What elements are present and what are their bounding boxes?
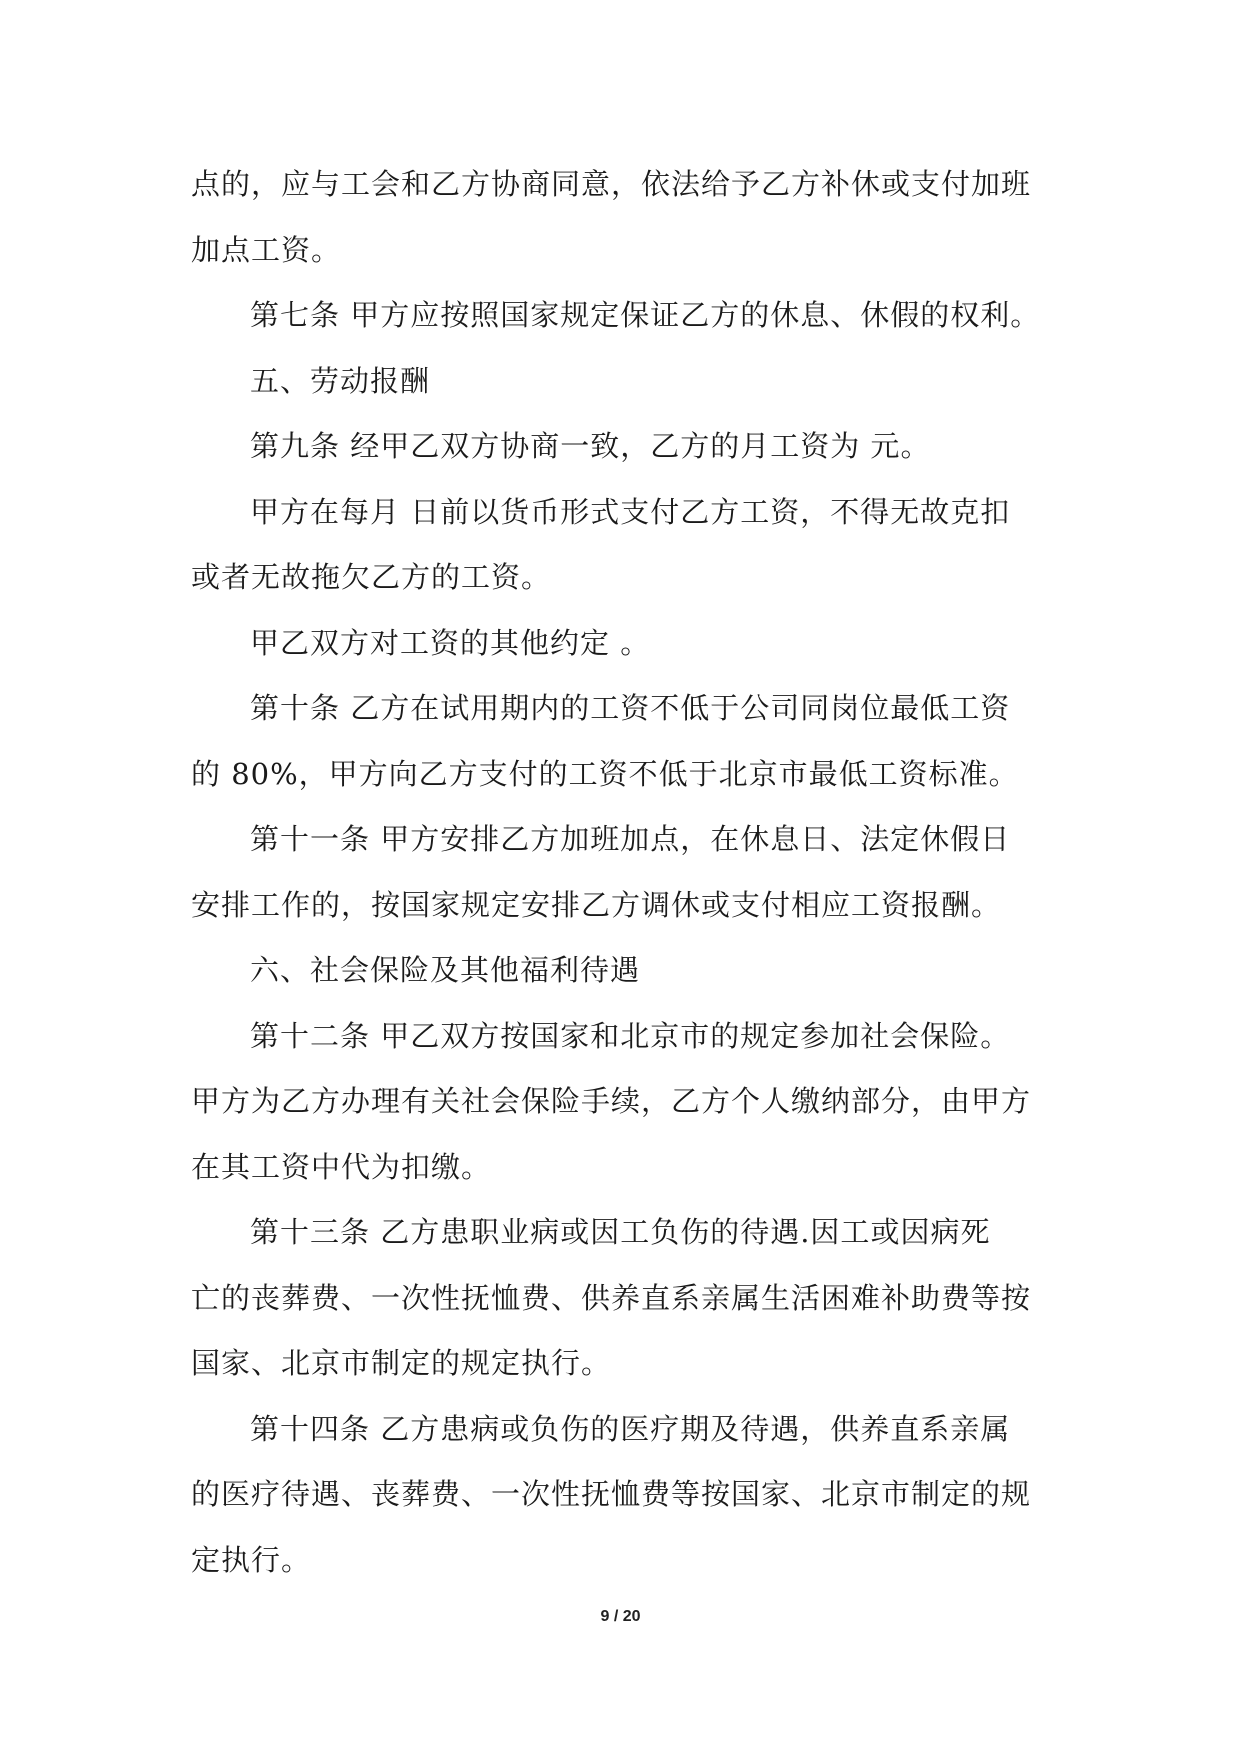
section-heading-6: 六、社会保险及其他福利待遇	[250, 953, 641, 987]
section-heading-5: 五、劳动报酬	[250, 363, 431, 398]
article-13: 第十三条 乙方患职业病或因工负伤的待遇.因工或因病死	[250, 1215, 991, 1249]
text-line: 定执行。	[191, 1542, 312, 1577]
text-line: 安排工作的，按国家规定安排乙方调休或支付相应工资报酬。	[191, 887, 1002, 922]
text-line: 点的，应与工会和乙方协商同意，依法给予乙方补休或支付加班	[191, 167, 1032, 201]
article-14: 第十四条 乙方患病或负伤的医疗期及待遇，供养直系亲属	[250, 1411, 1011, 1446]
text-line: 的医疗待遇、丧葬费、一次性抚恤费等按国家、北京市制定的规	[191, 1477, 1032, 1511]
text-line: 加点工资。	[191, 232, 342, 267]
article-12: 第十二条 甲乙双方按国家和北京市的规定参加社会保险。	[250, 1018, 1011, 1053]
text-line: 或者无故拖欠乙方的工资。	[191, 560, 552, 594]
text-line: 在其工资中代为扣缴。	[191, 1149, 492, 1184]
text-line: 国家、北京市制定的规定执行。	[191, 1346, 612, 1380]
article-9: 第九条 经甲乙双方协商一致，乙方的月工资为 元。	[250, 429, 931, 463]
page-number: 9 / 20	[600, 1608, 641, 1625]
text-line: 甲方在每月 日前以货币形式支付乙方工资，不得无故克扣	[250, 494, 1011, 529]
article-11: 第十一条 甲方安排乙方加班加点，在休息日、法定休假日	[250, 822, 1011, 856]
text-line: 甲方为乙方办理有关社会保险手续，乙方个人缴纳部分，由甲方	[191, 1084, 1032, 1118]
article-7: 第七条 甲方应按照国家规定保证乙方的休息、休假的权利。	[250, 298, 1041, 332]
article-10: 第十条 乙方在试用期内的工资不低于公司同岗位最低工资	[250, 691, 1011, 725]
document-body	[191, 152, 1071, 1593]
text-line: 亡的丧葬费、一次性抚恤费、供养直系亲属生活困难补助费等按	[191, 1280, 1032, 1315]
text-line: 甲乙双方对工资的其他约定 。	[250, 625, 651, 660]
text-line: 的 80%，甲方向乙方支付的工资不低于北京市最低工资标准。	[191, 756, 1019, 791]
